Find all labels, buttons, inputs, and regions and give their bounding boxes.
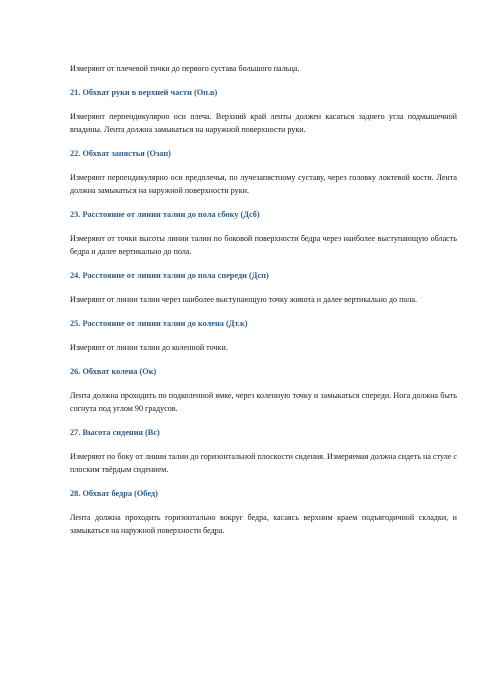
section-27 — [70, 427, 457, 476]
section-heading: 22. Обхват запястья (Озап) — [70, 149, 171, 158]
section-text: Лента должна проходить по подколенной ямке, через коленную точку и замыкаться спереди. Нога должна быть согнута под углом 90 градусов. — [70, 391, 457, 413]
section-28 — [70, 488, 457, 537]
section-heading: 27. Высота сидения (Вс) — [70, 428, 160, 437]
section-heading: 21. Обхват руки в верхней части (Оп.в) — [70, 88, 218, 97]
section-text: Измеряют от линии талии до коленной точки. — [70, 343, 228, 352]
section-text: Измеряют по боку от линии талии до горизонтальной плоскости сидения. Измеряемая должна сидеть на стуле с плоским твёрдым сидением. — [70, 452, 457, 474]
section-text: Измеряют от линии талии через наиболее выступающую точку живота и далее вертикально до пола. — [70, 295, 418, 304]
section-heading: 23. Расстояние от линии талии до пола сбоку (Дсб) — [70, 210, 260, 219]
section-heading: 24. Расстояние от линии талии до пола спереди (Дсп) — [70, 271, 269, 280]
section-heading: 25. Расстояние от линии талии до колена (Дт.к) — [70, 319, 248, 328]
section-text: Измеряют от точки высоты линии талии по боковой поверхности бедра через наиболее выступающую область бедра и далее вертикально до пола. — [70, 234, 457, 256]
intro-paragraph: Измеряют от плечевой точки до первого сустава большого пальца. — [70, 64, 300, 73]
section-21 — [70, 87, 457, 136]
section-text: Измеряют перпендикулярно оси предплечья, по лучезапястному суставу, через головку локтевой кости. Лента должна замыкаться на наружной поверхности руки. — [70, 173, 457, 195]
section-heading: 28. Обхват бедра (Обед) — [70, 489, 158, 498]
section-24 — [70, 270, 457, 306]
section-25 — [70, 318, 457, 354]
section-text: Лента должна проходить горизонтально вокруг бедра, касаясь верхним краем подъягодичной складки, и замыкаться на наружной поверхности бедра. — [70, 513, 457, 535]
section-26 — [70, 366, 457, 415]
section-22 — [70, 148, 457, 197]
section-heading: 26. Обхват колена (Ок) — [70, 367, 157, 376]
section-text: Измеряют перпендикулярно оси плеча. Верхний край ленты должен касаться заднего угла подмышечной впадины. Лента должна замыкаться на наружной поверхности руки. — [70, 112, 457, 134]
section-23 — [70, 209, 457, 258]
